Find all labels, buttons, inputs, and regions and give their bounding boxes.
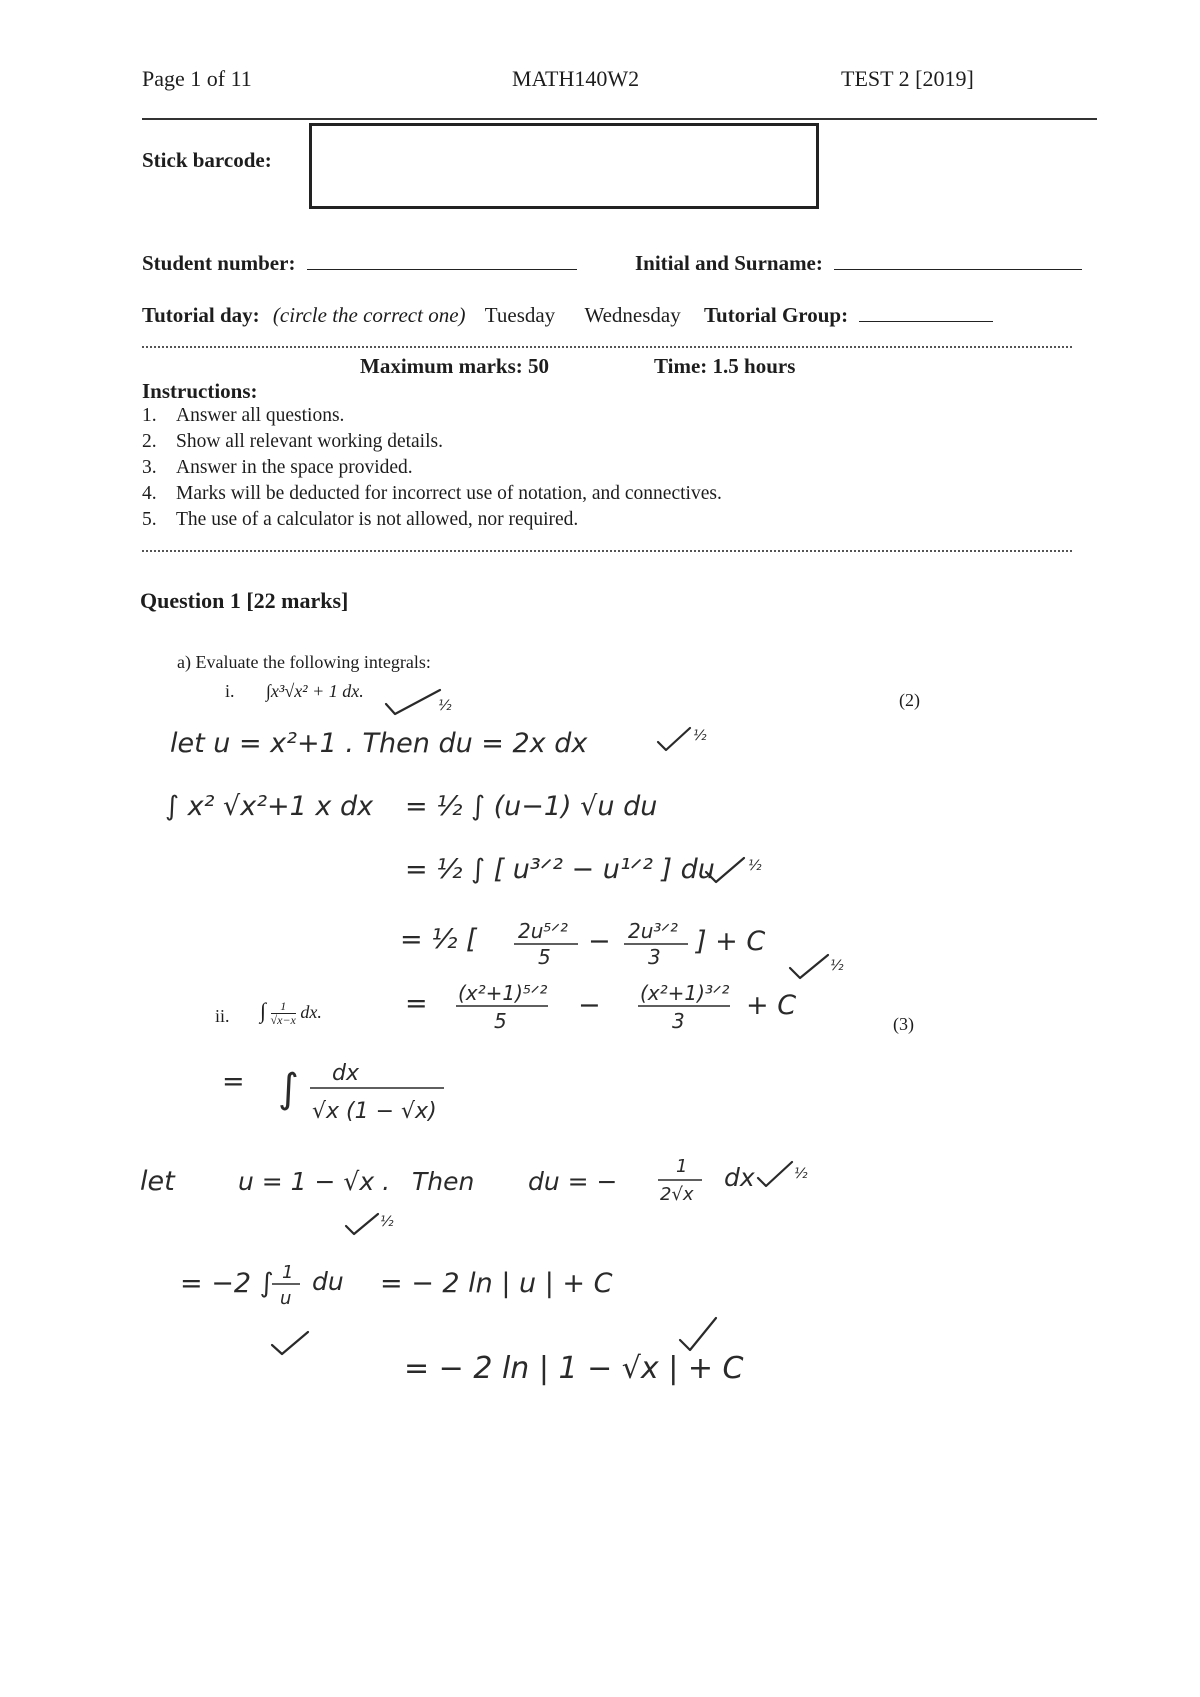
instructions-title: Instructions: xyxy=(142,379,258,403)
instruction-number: 1. xyxy=(142,405,157,426)
hw-line3-pre: = ½ [ xyxy=(400,924,477,955)
hw-q2-let: let xyxy=(140,1166,175,1197)
hw-q2-u: u = 1 − √x . xyxy=(238,1167,391,1196)
check-mark-icon xyxy=(758,1162,792,1186)
instruction-text: Show all relevant working details. xyxy=(176,431,443,452)
item-ii-marks: (3) xyxy=(893,1014,914,1034)
item-i-marks: (2) xyxy=(899,690,920,710)
check-mark-icon xyxy=(386,690,440,714)
check-mark-icon xyxy=(680,1318,716,1350)
hw-line3-den1: 5 xyxy=(538,945,551,969)
hw-line4-num1: (x²+1)⁵ᐟ² xyxy=(458,981,548,1005)
hw-line3-minus: − xyxy=(588,926,611,957)
instruction-text: Answer all questions. xyxy=(176,405,345,426)
question-1-title: Question 1 [22 marks] xyxy=(140,588,349,613)
item-i-number: i. xyxy=(225,681,235,701)
hw-q2-line2: = −2 ∫ xyxy=(180,1268,274,1299)
page-number: Page 1 of 11 xyxy=(142,66,252,91)
check-mark-icon xyxy=(346,1214,378,1234)
tutorial-group-label: Tutorial Group: xyxy=(703,303,849,327)
barcode-label: Stick barcode: xyxy=(142,148,272,172)
hw-q2-eq: = xyxy=(222,1066,245,1097)
hw-line3-den2: 3 xyxy=(648,945,661,969)
hw-line2: = ½ ∫ [ u³ᐟ² − u¹ᐟ² ] du xyxy=(405,854,715,885)
hw-line4-num2: (x²+1)³ᐟ² xyxy=(640,981,730,1005)
hw-line1-rhs: = ½ ∫ (u−1) √u du xyxy=(405,791,658,822)
hw-q2-integral: ∫ xyxy=(278,1066,299,1112)
max-marks: Maximum marks: 50 xyxy=(360,354,549,378)
fraction-denominator: √x−x xyxy=(270,1013,296,1028)
hw-line4-post: + C xyxy=(746,990,797,1021)
hw-q2-dx: dx xyxy=(724,1163,755,1192)
instruction-text: Marks will be deducted for incorrect use of notation, and connectives. xyxy=(176,483,722,504)
hw-line1-lhs: ∫ x² √x²+1 x dx xyxy=(165,791,374,822)
instruction-text: The use of a calculator is not allowed, nor required. xyxy=(176,509,579,530)
time-allowed: Time: 1.5 hours xyxy=(654,354,796,378)
tutorial-day-hint: (circle the correct one) xyxy=(272,303,466,327)
hw-half-mark: ½ xyxy=(830,958,844,974)
tutorial-day-tuesday[interactable]: Tuesday xyxy=(484,303,556,327)
instruction-text: Answer in the space provided. xyxy=(176,457,413,478)
item-ii-dx: dx. xyxy=(300,1002,322,1022)
hw-q2-line2-num: 1 xyxy=(282,1262,294,1283)
hw-line4-minus: − xyxy=(578,990,601,1021)
hw-half-mark: ½ xyxy=(794,1166,808,1182)
hw-q2-frac-den: 2√x xyxy=(660,1184,694,1205)
hw-half-mark: ½ xyxy=(693,728,707,744)
tutorial-day-label: Tutorial day: xyxy=(142,303,260,327)
hw-line3-num1: 2u⁵ᐟ² xyxy=(518,919,568,943)
integral-sign: ∫ xyxy=(260,998,267,1023)
hw-line4-den1: 5 xyxy=(494,1009,507,1033)
item-i-integral: ∫x³√x² + 1 dx. xyxy=(266,681,364,701)
hw-line3-num2: 2u³ᐟ² xyxy=(628,919,678,943)
fraction-numerator: 1 xyxy=(271,1000,296,1014)
course-code: MATH140W2 xyxy=(512,66,640,91)
item-ii-number: ii. xyxy=(215,1006,230,1026)
part-a-prompt: a) Evaluate the following integrals: xyxy=(177,652,431,672)
hw-q2-num: dx xyxy=(332,1061,359,1086)
hw-half-mark: ½ xyxy=(748,858,762,874)
hw-half-mark: ½ xyxy=(438,698,452,714)
test-title: TEST 2 [2019] xyxy=(841,66,974,91)
surname-label: Initial and Surname: xyxy=(635,251,823,275)
hw-substitution-i: let u = x²+1 . Then du = 2x dx xyxy=(170,728,588,759)
student-number-label: Student number: xyxy=(142,251,296,275)
hw-q2-du: du = − xyxy=(528,1167,618,1196)
instruction-number: 3. xyxy=(142,457,157,478)
hw-line4-eq: = xyxy=(405,988,428,1019)
instruction-number: 2. xyxy=(142,431,157,452)
hw-q2-then: Then xyxy=(412,1167,475,1196)
check-mark-icon xyxy=(658,728,690,750)
check-mark-icon xyxy=(790,955,828,978)
hw-q2-line3: = − 2 ln | 1 − √x | + C xyxy=(404,1351,744,1386)
hw-line3-post: ] + C xyxy=(696,926,766,957)
check-mark-icon xyxy=(272,1332,308,1354)
hw-q2-line2-rhs: = − 2 ln | u | + C xyxy=(380,1268,613,1299)
instruction-number: 5. xyxy=(142,509,157,530)
instruction-number: 4. xyxy=(142,483,157,504)
hw-q2-den: √x (1 − √x) xyxy=(312,1099,437,1124)
hw-q2-frac-num: 1 xyxy=(676,1156,688,1177)
hw-q2-line2-du: du xyxy=(312,1267,344,1296)
hw-q2-line2-den: u xyxy=(280,1288,292,1309)
hw-line4-den2: 3 xyxy=(672,1009,685,1033)
hw-half-mark: ½ xyxy=(380,1214,394,1230)
tutorial-day-wednesday[interactable]: Wednesday xyxy=(584,303,681,327)
